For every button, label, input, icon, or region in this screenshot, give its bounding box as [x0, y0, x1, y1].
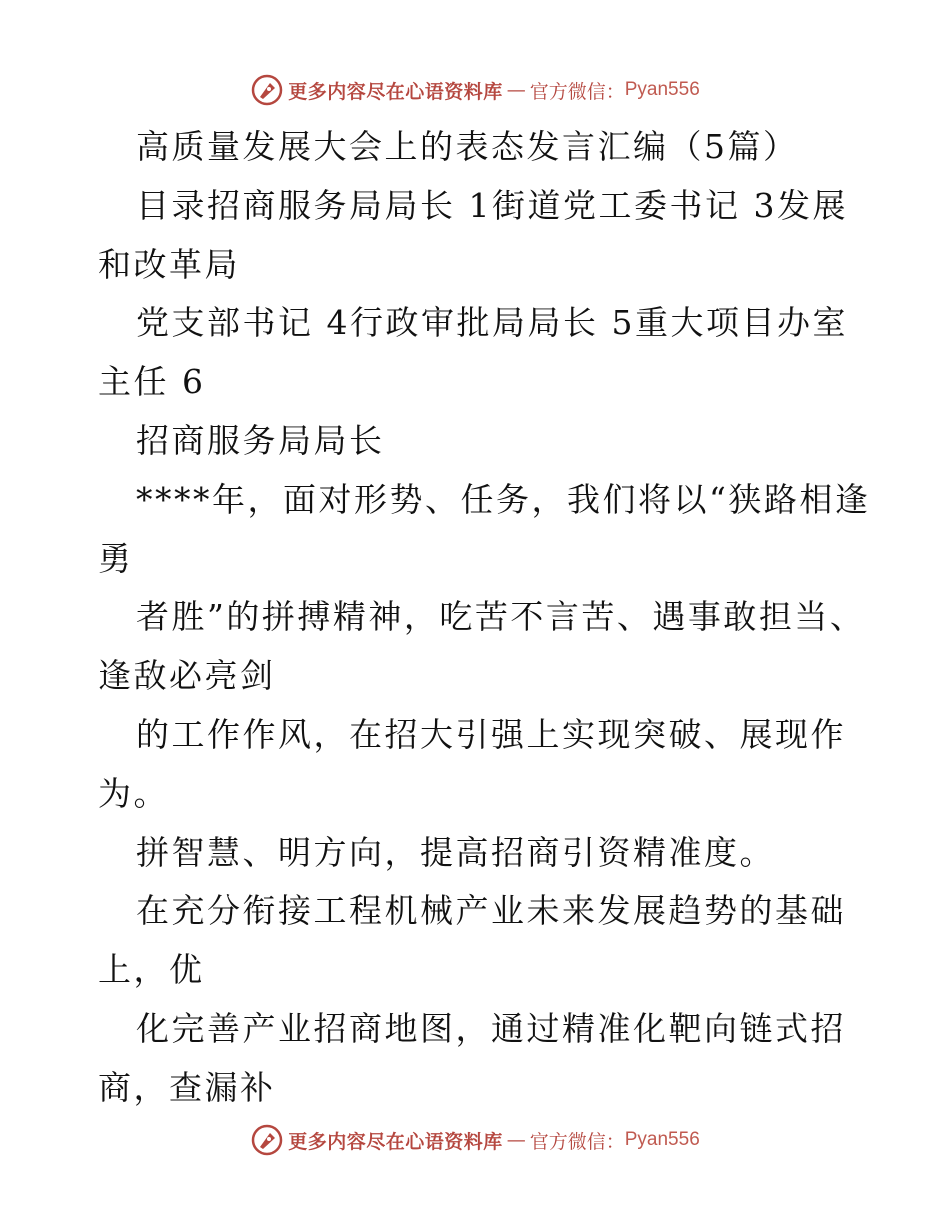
watermark-site-text: 更多内容尽在心语资料库 [288, 80, 503, 103]
document-body [98, 118, 871, 1118]
document-line: 为。 [98, 773, 169, 813]
watermark-wechat-id: Pyan556 [624, 79, 700, 100]
pen-nib-logo-icon [250, 73, 284, 107]
section-heading: 招商服务局局长 [136, 420, 385, 460]
watermark-dash: — [506, 79, 526, 101]
watermark-dash: — [506, 1129, 526, 1151]
watermark-wechat-id: Pyan556 [624, 1129, 700, 1150]
document-line: 勇 [98, 538, 134, 578]
document-line: 商，查漏补 [98, 1067, 276, 1107]
watermark-site-text: 更多内容尽在心语资料库 [288, 1130, 503, 1153]
document-line: 的工作作风，在招大引强上实现突破、展现作 [136, 714, 846, 754]
document-title: 高质量发展大会上的表态发言汇编（5篇） [136, 127, 799, 166]
document-line: 党支部书记 4行政审批局局长 5重大项目办室 [136, 303, 848, 343]
pen-nib-logo-icon [250, 1123, 284, 1157]
watermark-banner-top [0, 70, 950, 110]
document-line: 上，优 [98, 950, 205, 990]
document-line: 目录招商服务局局长 1街道党工委书记 3发展 [136, 185, 848, 225]
document-line: 在充分衔接工程机械产业未来发展趋势的基础 [136, 891, 846, 931]
document-line: 逢敌必亮剑 [98, 656, 276, 696]
document-line: 拼智慧、明方向，提高招商引资精准度。 [136, 832, 775, 872]
document-line: 主任 6 [98, 362, 206, 402]
document-line: 者胜”的拼搏精神，吃苦不言苦、遇事敢担当、 [136, 597, 866, 637]
watermark-wechat-label: 官方微信： [529, 1130, 625, 1153]
watermark-banner-bottom [0, 1120, 950, 1160]
document-line: 和改革局 [98, 244, 240, 284]
watermark-wechat-label: 官方微信： [529, 80, 625, 103]
document-line: ****年，面对形势、任务，我们将以“狭路相逢 [136, 479, 871, 519]
document-line: 化完善产业招商地图，通过精准化靶向链式招 [136, 1008, 846, 1048]
